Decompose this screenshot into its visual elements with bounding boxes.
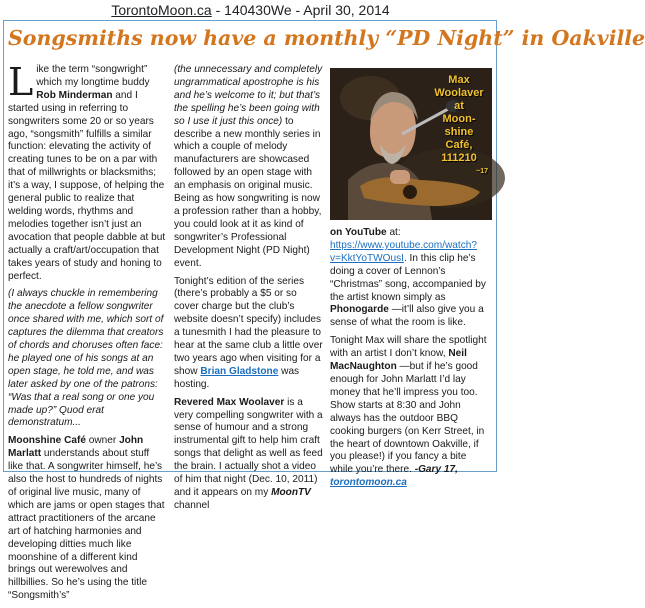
paragraph-closing: [330, 335, 492, 490]
text: at:: [386, 227, 401, 238]
person-name: Rob Minderman: [36, 89, 113, 101]
paragraph-max: [174, 397, 323, 513]
caption-line: shine: [444, 126, 474, 138]
photo-caption: [430, 74, 488, 178]
text: was hosting.: [174, 365, 300, 390]
text: channel: [174, 499, 210, 511]
venue-name: Moonshine Café: [8, 435, 86, 447]
masthead: [0, 0, 501, 20]
column-3: [330, 227, 492, 495]
torontomoon-link[interactable]: torontomoon.ca: [330, 477, 407, 489]
author-signature: -Gary 17,: [414, 464, 458, 476]
text: Tonight’s edition of the series (there’s probably a $5 or so cover charge but the club’s website doesn’t specify) includes a tunesmith I had the pleasure to hear at the same club a little over two years ago when visiting for a show: [174, 275, 323, 377]
headline: Songsmiths now have a monthly “PD Night” in Oakville: [8, 26, 645, 50]
masthead-site-link[interactable]: TorontoMoon.ca: [111, 2, 212, 18]
text: is a very compelling songwriter with a sense of humour and a strong instrumental gift to help him craft songs that delight as well as feed the brain. I actually shot a video of him that night (Dec. 10, 2011) and it appears on my: [174, 396, 323, 498]
caption-line: Moon-: [442, 113, 476, 125]
text: and I started using in referring to songwriters some 20 or so years ago, “songsmith” fulfills a similar function: elevating the activity of creating tunes to be on a par with that of millwrights or blacksmiths; it’s a way, I suppose, of helping the general public to realize that welding words, rhythms and melodies together isn’t just an avocation that people dabble at but actually a craft/art/occupation that takes years of study and honing to perfect.: [8, 89, 166, 282]
text: ike the term “songwright” which my longtime buddy: [36, 64, 150, 88]
column-2: [174, 64, 323, 518]
text: . In this clip he’s doing a cover of Lennon’s “Christmas” song, accompanied by the artist known simply as: [330, 252, 486, 303]
paragraph-intro: [8, 60, 167, 283]
person-name: Revered Max Woolaver: [174, 396, 285, 408]
caption-line: 111210: [441, 152, 477, 164]
brian-gladstone-link[interactable]: Brian Gladstone: [200, 365, 279, 377]
paragraph-tonight: [174, 276, 323, 392]
youtube-video-link[interactable]: https://www.youtube.com/watch?v=KktYoTWOusI: [330, 239, 477, 264]
text: Tonight Max will share the spotlight with an artist I don’t know,: [330, 335, 487, 360]
column-1: [8, 60, 167, 608]
text: owner: [85, 435, 120, 447]
youtube-name: on YouTube: [330, 227, 387, 238]
italic-aside: (the unnecessary and completely ungrammatical apostrophe is his and he’s welcome to it; but that’s the spelling he’s been going with so I use it just this once): [174, 64, 323, 127]
text: —but if he’s good enough for John Marlatt I’d lay money that he’ll impress you too. Show starts at 8:30 and John always has the outdoor BBQ cooking burgers (on Kerr Street, in the heart of downtown Oakville, if you please!) if you fancy a bite while you’re there.: [330, 361, 485, 476]
caption-line: at: [454, 100, 464, 112]
text: understands about stuff like that. A songwriter himself, he’s also the host to hundreds of nights of original live music, many of which are jams or open stages that attract practitioners of the arcane art of hatching harmonies and developing ditties much like moonshine of a different kind brings out werewolves and hillbillies. So he’s using the title “Songsmith’s”: [8, 448, 165, 602]
caption-line: Café,: [445, 139, 473, 151]
drop-cap: L: [8, 60, 34, 104]
paragraph-moonshine-start: [8, 435, 167, 603]
caption-line: Max: [448, 74, 470, 86]
moontv-name: MoonTV: [271, 487, 311, 498]
paragraph-youtube: [330, 227, 492, 330]
person-name: John Marlatt: [8, 435, 144, 460]
paragraph-moonshine-cont: [174, 64, 323, 271]
person-name: Phonogarde: [330, 304, 389, 316]
caption-line: Woolaver: [434, 87, 484, 99]
paragraph-anecdote: (I always chuckle in remembering the anecdote a fellow songwriter once shared with me, which sort of captures the dilemma that creators of chords and choruses often face: he played one of his songs at an open stage, he told me, and was later asked by one of the patrons: “Was that a real song or one you made up?” Quod erat demonstratum...: [8, 288, 164, 429]
photo-credit: ~17: [476, 168, 488, 175]
text: to describe a new monthly series in which a couple of melody manufacturers are showcased followed by an open stage with an emphasis on original music. Being as how songwriting is now a profession rather than a hobby, you could look at it as kind of songwriter’s Professional Development Night (PD Night) event.: [174, 115, 322, 269]
text: —it’ll also give you a sense of what the room is like.: [330, 304, 484, 329]
masthead-date: - 140430We - April 30, 2014: [211, 2, 390, 18]
max-woolaver-photo: [330, 68, 492, 220]
person-name: Neil MacNaughton: [330, 348, 467, 373]
